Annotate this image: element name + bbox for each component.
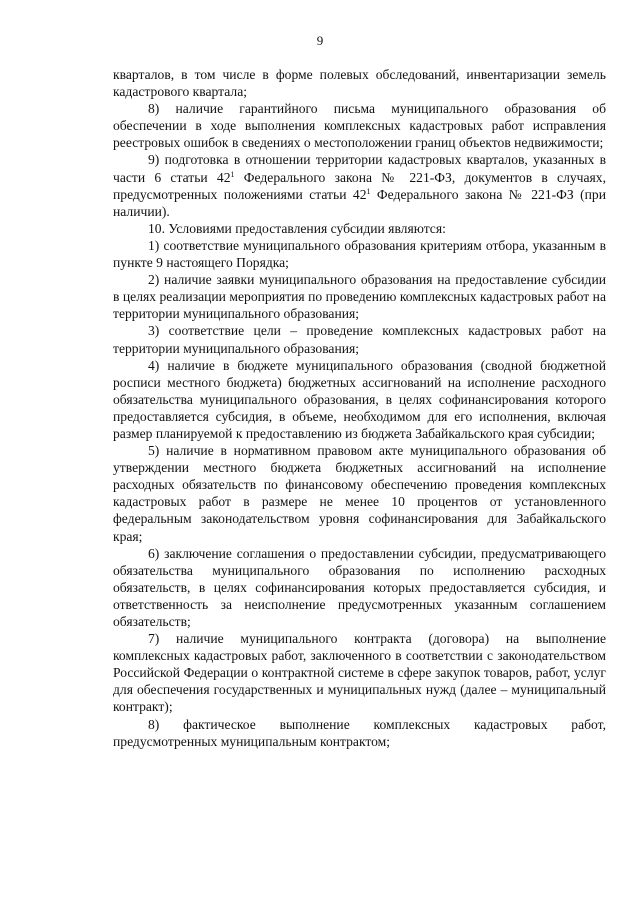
text-run: Федерального закона № 221-ФЗ, документов в случаях, предусмотренных положениями статьи 42 (113, 169, 606, 202)
page-number: 9 (316, 33, 324, 48)
paragraph-condition-8: 8) фактическое выполнение комплексных кадастровых работ, предусмотренных муниципальным контрактом; (113, 716, 606, 749)
paragraph-condition-3: 3) соответствие цели – проведение комплексных кадастровых работ на территории муниципального образования; (113, 323, 606, 356)
paragraph-continuation: кварталов, в том числе в форме полевых обследований, инвентаризации земель кадастрового квартала; (113, 67, 606, 100)
superscript: 1 (366, 186, 371, 196)
paragraph-condition-5: 5) наличие в нормативном правовом акте муниципального образования об утверждении местного бюджета бюджетных ассигнований на исполнение расходных обязательств по финансовому обеспечению проведения комплексных кадастровых работ в размере не менее 10 процентов от установленного федеральным законодательством уровня софинансирования для Забайкальского края; (113, 443, 606, 544)
paragraph-condition-2: 2) наличие заявки муниципального образования на предоставление субсидии в целях реализации мероприятия по проведению комплексных кадастровых работ на территории муниципального образования; (113, 272, 606, 322)
paragraph-item-9-preparation (113, 151, 606, 219)
paragraph-condition-4: 4) наличие в бюджете муниципального образования (сводной бюджетной росписи местного бюджета) бюджетных ассигнований на исполнение расходного обязательства муниципального образования, в целях софинансирования которого предоставляется субсидия, в объеме, необходимом для его исполнения, включая размер планируемой к предоставлению из бюджета Забайкальского края субсидии; (113, 357, 606, 441)
document-body (113, 66, 606, 750)
paragraph-item-8-guarantee-letter: 8) наличие гарантийного письма муниципального образования об обеспечении в ходе выполнения комплексных кадастровых работ исправления реестровых ошибок в сведениях о местоположении границ объектов недвижимости; (113, 101, 606, 151)
paragraph-section-10-heading: 10. Условиями предоставления субсидии являются: (148, 220, 446, 236)
text-run: 9) подготовка в отношении территории кадастровых кварталов, указанных в части 6 статьи 42 (113, 152, 606, 185)
paragraph-condition-6: 6) заключение соглашения о предоставлении субсидии, предусматривающего обязательства муниципального образования по исполнению расходных обязательств, в целях софинансирования которых предоставляется субсидия, и ответственность за неисполнение предусмотренных указанным соглашением обязательств; (113, 545, 606, 629)
paragraph-condition-7: 7) наличие муниципального контракта (договора) на выполнение комплексных кадастровых работ, заключенного в соответствии с законодательством Российской Федерации о контрактной системе в сфере закупок товаров, работ, услуг для обеспечения государственных и муниципальных нужд (далее – муниципальный контракт); (113, 631, 606, 715)
superscript: 1 (230, 169, 235, 179)
text-run: Федерального закона № 221-ФЗ (при наличии). (113, 186, 606, 219)
paragraph-condition-1: 1) соответствие муниципального образования критериям отбора, указанным в пункте 9 настоящего Порядка; (113, 237, 606, 271)
